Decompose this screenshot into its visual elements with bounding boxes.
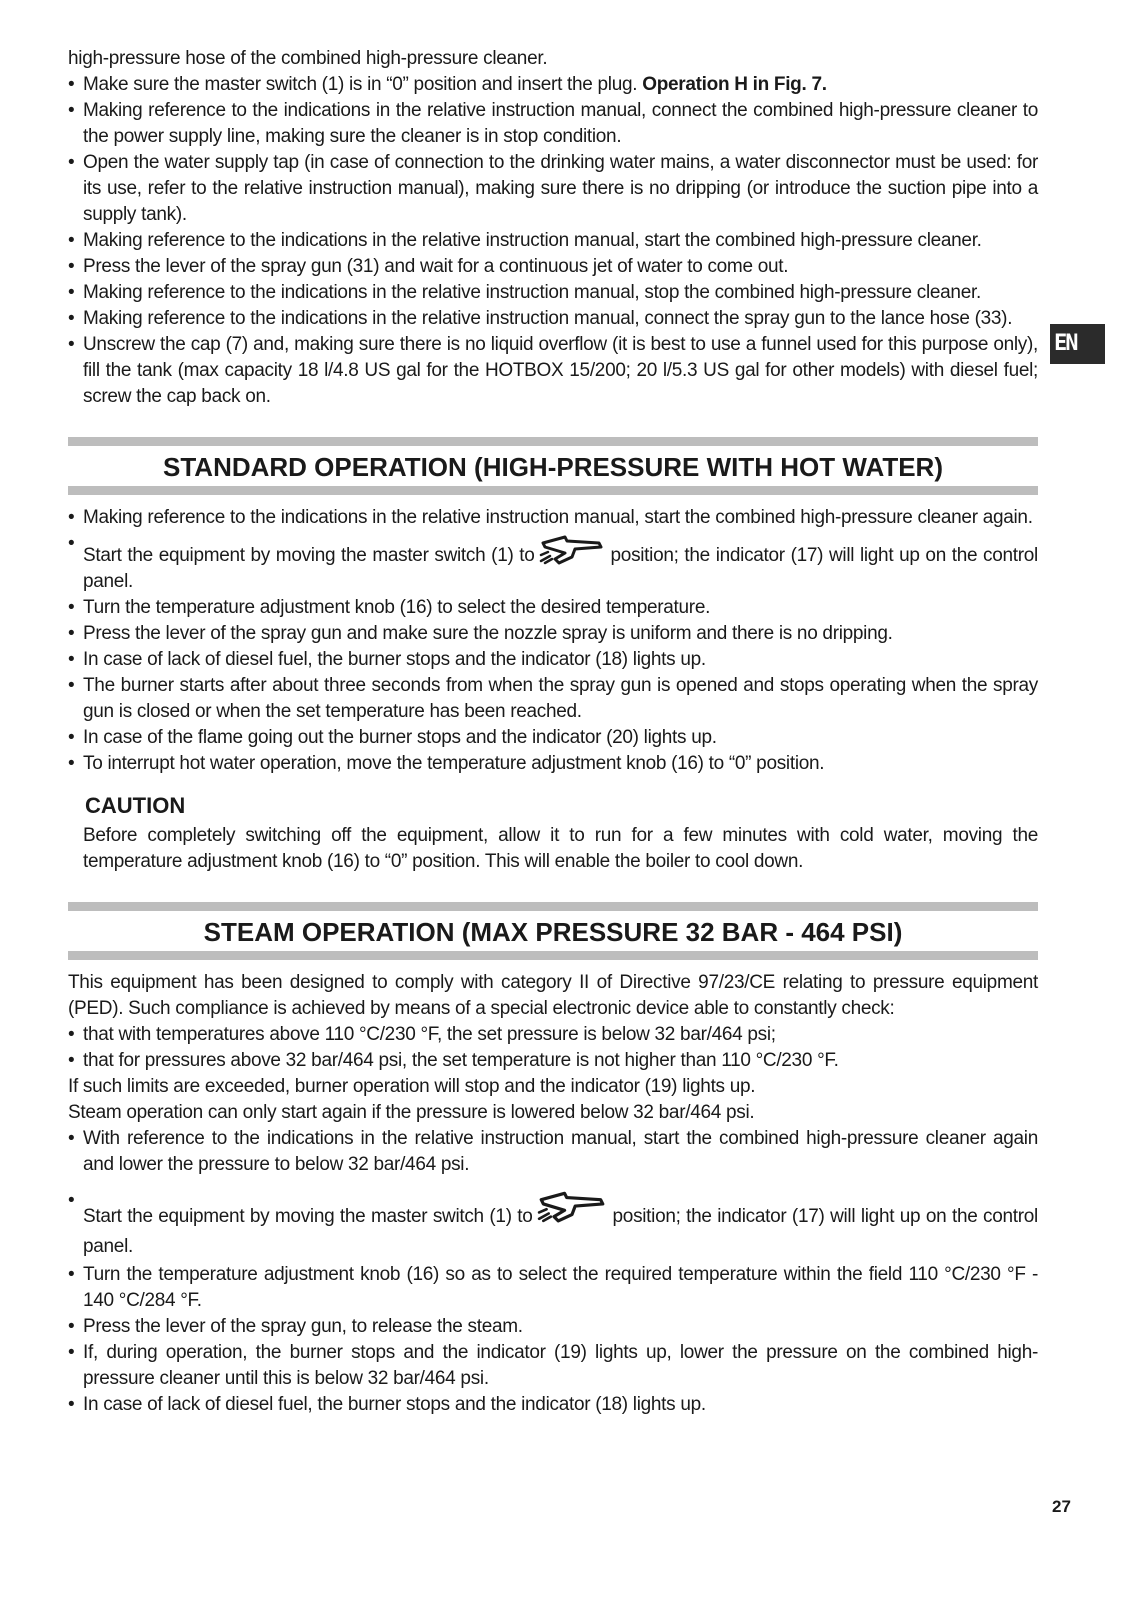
list-item-text: position; the indicator (17) will light up on the control panel.	[83, 1206, 1038, 1257]
list-item: • Turn the temperature adjustment knob (16) to select the desired temperature.	[68, 595, 1038, 621]
list-item: • Press the lever of the spray gun and make sure the nozzle spray is uniform and there is no dripping.	[68, 621, 1038, 647]
section-title: STEAM OPERATION (MAX PRESSURE 32 BAR - 464 PSI)	[203, 917, 903, 947]
intro-list	[68, 72, 1038, 410]
list-item-text: Start the equipment by moving the master switch (1) to	[83, 545, 535, 566]
list-item: • Open the water supply tap (in case of connection to the drinking water mains, a water disconnector must be used: for its use, refer to the relative instruction manual), making sure there is no dripping (or introduce the suction pipe into a supply tank).	[68, 150, 1038, 228]
list-item: • Making reference to the indications in the relative instruction manual, start the combined high-pressure cleaner.	[68, 228, 1038, 254]
list-item: • With reference to the indications in the relative instruction manual, start the combined high-pressure cleaner again and lower the pressure to below 32 bar/464 psi.	[68, 1126, 1038, 1178]
list-item: • In case of the flame going out the burner stops and the indicator (20) lights up.	[68, 725, 1038, 751]
limit-line: If such limits are exceeded, burner operation will stop and the indicator (19) lights up.	[68, 1076, 756, 1097]
intro-continuation: high-pressure hose of the combined high-pressure cleaner.	[68, 48, 548, 69]
caution-text: Before completely switching off the equipment, allow it to run for a few minutes with cold water, moving the temperature adjustment knob (16) to “0” position. This will enable the boiler to cool down.	[83, 825, 1038, 872]
list-item: • Turn the temperature adjustment knob (16) so as to select the required temperature within the field 110 °C/230 °F - 140 °C/284 °F.	[68, 1262, 1038, 1314]
page-number: 27	[1052, 1497, 1071, 1516]
caution-title: CAUTION	[85, 793, 186, 818]
list-item-text: Start the equipment by moving the master switch (1) to	[83, 1206, 533, 1227]
list-item-text: Make sure the master switch (1) is in “0” position and insert the plug.	[83, 74, 643, 95]
steam-checks-list	[68, 1022, 1038, 1074]
figure-reference: Operation H in Fig. 7.	[642, 74, 827, 95]
list-item: • Making reference to the indications in the relative instruction manual, stop the combined high-pressure cleaner.	[68, 280, 1038, 306]
steam-list	[68, 1126, 1038, 1418]
list-item: • Making reference to the indications in the relative instruction manual, start the combined high-pressure cleaner again.	[68, 505, 1038, 531]
spray-gun-position-icon	[539, 531, 605, 565]
list-item	[68, 1186, 1038, 1262]
list-item: • In case of lack of diesel fuel, the burner stops and the indicator (18) lights up.	[68, 647, 1038, 673]
list-item	[68, 531, 1038, 595]
list-item: • that for pressures above 32 bar/464 psi, the set temperature is not higher than 110 °C/230 °F.	[68, 1048, 1038, 1074]
list-item: • If, during operation, the burner stops and the indicator (19) lights up, lower the pressure on the combined high-pressure cleaner until this is below 32 bar/464 psi.	[68, 1340, 1038, 1392]
list-item: • Making reference to the indications in the relative instruction manual, connect the combined high-pressure cleaner to the power supply line, making sure the cleaner is in stop condition.	[68, 98, 1038, 150]
language-tab: EN	[1050, 324, 1105, 364]
standard-list	[68, 505, 1038, 777]
list-item: • Press the lever of the spray gun (31) and wait for a continuous jet of water to come out.	[68, 254, 1038, 280]
page-content	[68, 46, 1038, 1418]
list-item: • In case of lack of diesel fuel, the burner stops and the indicator (18) lights up.	[68, 1392, 1038, 1418]
list-item: • Making reference to the indications in the relative instruction manual, connect the spray gun to the lance hose (33).	[68, 306, 1038, 332]
list-item: • Press the lever of the spray gun, to release the steam.	[68, 1314, 1038, 1340]
list-item: • The burner starts after about three seconds from when the spray gun is opened and stops operating when the spray gun is closed or when the set temperature has been reached.	[68, 673, 1038, 725]
section-header-standard	[68, 437, 1038, 495]
list-item: • To interrupt hot water operation, move the temperature adjustment knob (16) to “0” position.	[68, 751, 1038, 777]
steam-intro: This equipment has been designed to comply with category II of Directive 97/23/CE relating to pressure equipment (PED). Such compliance is achieved by means of a special electronic device able to constantly check:	[68, 972, 1038, 1019]
caution-box	[68, 791, 1038, 875]
limit-line: Steam operation can only start again if the pressure is lowered below 32 bar/464 psi.	[68, 1102, 755, 1123]
list-item	[68, 72, 1038, 98]
section-title: STANDARD OPERATION (HIGH-PRESSURE WITH HOT WATER)	[163, 452, 943, 482]
list-item: • Unscrew the cap (7) and, making sure there is no liquid overflow (it is best to use a funnel used for this purpose only), fill the tank (max capacity 18 l/4.8 US gal for the HOTBOX 15/200; 20 l/5.3 US gal for other models) with diesel fuel; screw the cap back on.	[68, 332, 1038, 410]
list-item: • that with temperatures above 110 °C/230 °F, the set pressure is below 32 bar/464 psi;	[68, 1022, 1038, 1048]
list-item-text: position; the indicator (17) will light up on the control panel.	[83, 545, 1038, 592]
section-header-steam	[68, 902, 1038, 960]
spray-gun-position-icon	[537, 1186, 607, 1224]
